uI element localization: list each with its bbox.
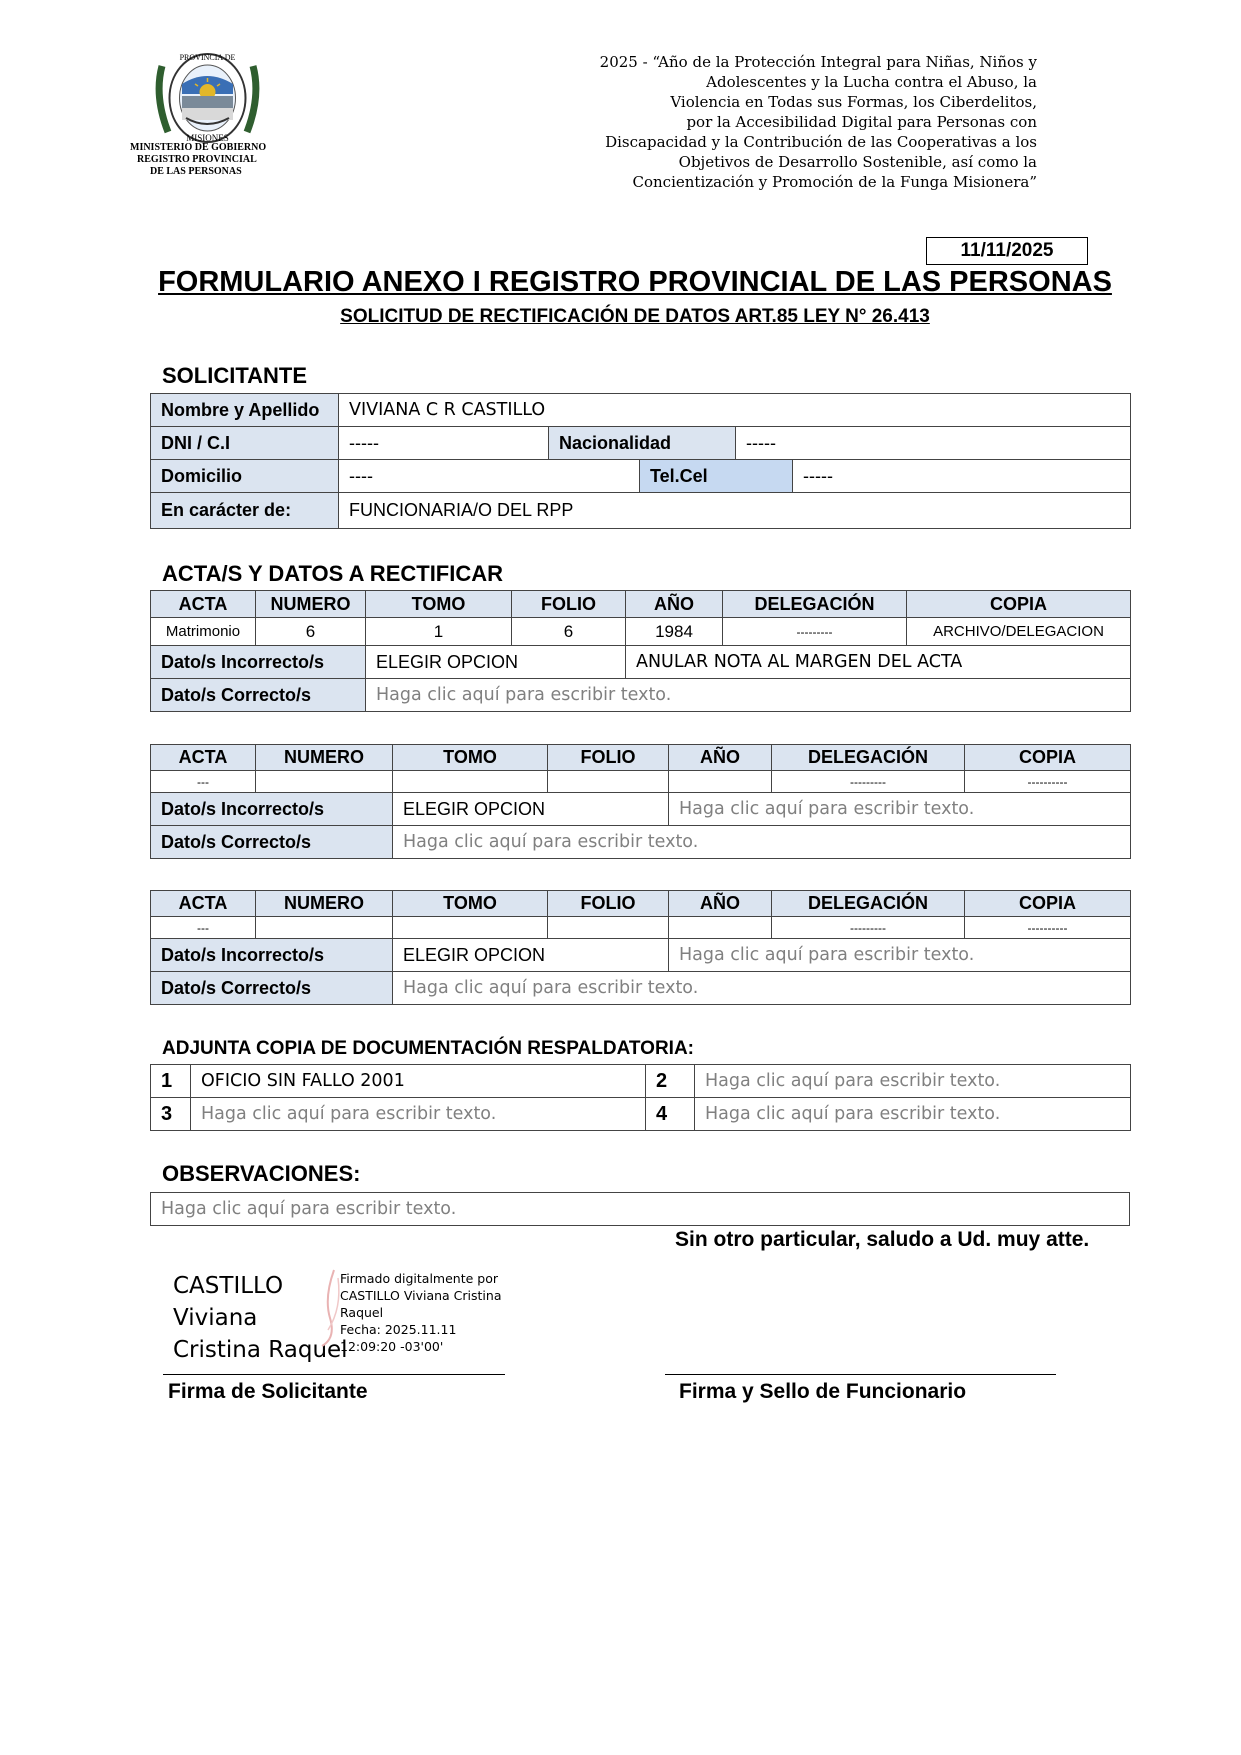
incorrect-label: Dato/s Incorrecto/s — [151, 939, 393, 972]
option-text: ELEGIR OPCION — [403, 798, 546, 819]
domicilio-label: Domicilio — [151, 460, 339, 493]
col-folio: FOLIO — [548, 745, 669, 771]
incorrect-text-field[interactable]: ANULAR NOTA AL MARGEN DEL ACTA — [626, 646, 1131, 679]
col-tomo: TOMO — [393, 745, 548, 771]
ministry-line: MINISTERIO DE GOBIERNO — [130, 142, 267, 153]
acta-field[interactable]: --- — [151, 771, 256, 793]
motto-line: Violencia en Todas sus Formas, los Ciberdelitos, — [670, 93, 1037, 111]
numero-field[interactable] — [256, 771, 393, 793]
col-folio: FOLIO — [548, 891, 669, 917]
anio-field[interactable] — [669, 771, 772, 793]
col-delegacion: DELEGACIÓN — [772, 891, 965, 917]
motto-line: Discapacidad y la Contribución de las Cooperativas a los — [605, 133, 1037, 151]
signature-name-line: Viviana — [173, 1305, 258, 1331]
incorrect-text-field[interactable]: Haga clic aquí para escribir texto. — [669, 939, 1131, 972]
funcionario-signature-line — [665, 1374, 1056, 1375]
signature-info-line: 12:09:20 -03'00' — [340, 1339, 444, 1354]
incorrect-text-field[interactable]: Haga clic aquí para escribir texto. — [669, 793, 1131, 826]
ministry-line: DE LAS PERSONAS — [150, 166, 242, 177]
province-seal-logo — [150, 46, 265, 146]
acta-block-3 — [150, 890, 1131, 1005]
folio-field[interactable] — [548, 771, 669, 793]
solicitante-signature-line — [163, 1374, 505, 1375]
option-text: ELEGIR OPCION — [376, 651, 519, 672]
acta-field[interactable]: Matrimonio — [151, 618, 256, 646]
signature-info-line: CASTILLO Viviana Cristina — [340, 1288, 502, 1303]
digital-signature-info — [340, 1270, 501, 1355]
motto-line: Adolescentes y la Lucha contra el Abuso, la — [706, 73, 1037, 91]
solicitante-signature-label: Firma de Solicitante — [168, 1380, 368, 1403]
copia-field[interactable]: ---------- — [965, 917, 1131, 939]
copia-field[interactable]: ---------- — [965, 771, 1131, 793]
doc-num: 3 — [151, 1098, 191, 1131]
caracter-label: En carácter de: — [151, 493, 339, 529]
col-numero: NUMERO — [256, 891, 393, 917]
dni-label: DNI / C.I — [151, 427, 339, 460]
anio-field[interactable]: 1984 — [626, 618, 723, 646]
col-copia: COPIA — [965, 891, 1131, 917]
folio-field[interactable]: 6 — [512, 618, 626, 646]
incorrect-label: Dato/s Incorrecto/s — [151, 646, 366, 679]
doc-field-2[interactable]: Haga clic aquí para escribir texto. — [695, 1065, 1131, 1098]
numero-field[interactable] — [256, 917, 393, 939]
folio-field[interactable] — [548, 917, 669, 939]
tomo-field[interactable]: 1 — [366, 618, 512, 646]
caracter-field[interactable]: FUNCIONARIA/O DEL RPP — [339, 493, 1131, 529]
signature-info-line: Raquel — [340, 1305, 384, 1320]
col-anio: AÑO — [669, 891, 772, 917]
acta-field[interactable]: --- — [151, 917, 256, 939]
form-subtitle: SOLICITUD DE RECTIFICACIÓN DE DATOS ART.85 LEY N° 26.413 — [340, 306, 930, 327]
nombre-field[interactable]: VIVIANA C R CASTILLO — [339, 394, 1131, 427]
anio-field[interactable] — [669, 917, 772, 939]
col-tomo: TOMO — [393, 891, 548, 917]
correct-label: Dato/s Correcto/s — [151, 826, 393, 859]
col-delegacion: DELEGACIÓN — [772, 745, 965, 771]
delegacion-field[interactable]: --------- — [772, 917, 965, 939]
correct-text-field[interactable]: Haga clic aquí para escribir texto. — [366, 679, 1131, 712]
ministry-name — [130, 142, 310, 178]
tomo-field[interactable] — [393, 917, 548, 939]
form-title: FORMULARIO ANEXO I REGISTRO PROVINCIAL DE LAS PERSONAS — [158, 266, 1112, 298]
acta-block-2 — [150, 744, 1131, 859]
tomo-field[interactable] — [393, 771, 548, 793]
observaciones-table — [150, 1192, 1130, 1226]
signature-name-line: Cristina Raquel — [173, 1337, 348, 1363]
doc-field-4[interactable]: Haga clic aquí para escribir texto. — [695, 1098, 1131, 1131]
doc-field-3[interactable]: Haga clic aquí para escribir texto. — [191, 1098, 646, 1131]
col-numero: NUMERO — [256, 591, 366, 618]
actas-heading: ACTA/S Y DATOS A RECTIFICAR — [162, 561, 504, 586]
correct-text-field[interactable]: Haga clic aquí para escribir texto. — [393, 826, 1131, 859]
closing-text: Sin otro particular, saludo a Ud. muy atte. — [675, 1228, 1090, 1251]
nacionalidad-field[interactable]: ----- — [736, 427, 1131, 460]
documentacion-table — [150, 1064, 1131, 1131]
doc-field-1[interactable]: OFICIO SIN FALLO 2001 — [191, 1065, 646, 1098]
numero-field[interactable]: 6 — [256, 618, 366, 646]
motto-line: por la Accesibilidad Digital para Personas con — [686, 113, 1037, 131]
incorrect-option-select[interactable] — [366, 646, 626, 679]
col-tomo: TOMO — [366, 591, 512, 618]
nombre-label: Nombre y Apellido — [151, 394, 339, 427]
dni-field[interactable]: ----- — [339, 427, 549, 460]
correct-text-field[interactable]: Haga clic aquí para escribir texto. — [393, 972, 1131, 1005]
col-copia: COPIA — [965, 745, 1131, 771]
col-acta: ACTA — [151, 891, 256, 917]
doc-num: 1 — [151, 1065, 191, 1098]
col-acta: ACTA — [151, 591, 256, 618]
motto-line: 2025 - “Año de la Protección Integral para Niñas, Niños y — [599, 53, 1037, 71]
domicilio-field[interactable]: ---- — [339, 460, 640, 493]
telcel-field[interactable]: ----- — [793, 460, 1131, 493]
doc-num: 2 — [646, 1065, 695, 1098]
ministry-line: REGISTRO PROVINCIAL — [137, 154, 257, 165]
svg-text:PROVINCIA DE: PROVINCIA DE — [179, 53, 236, 62]
incorrect-label: Dato/s Incorrecto/s — [151, 793, 393, 826]
acta-block-1 — [150, 590, 1131, 712]
signature-name-line: CASTILLO — [173, 1273, 284, 1299]
incorrect-option-select[interactable] — [393, 939, 669, 972]
svg-text:MISIONES: MISIONES — [186, 133, 229, 143]
funcionario-signature-label: Firma y Sello de Funcionario — [679, 1380, 967, 1403]
col-folio: FOLIO — [512, 591, 626, 618]
solicitante-heading: SOLICITANTE — [162, 363, 308, 388]
nacionalidad-label: Nacionalidad — [549, 427, 736, 460]
observaciones-heading: OBSERVACIONES: — [162, 1161, 361, 1186]
col-copia: COPIA — [907, 591, 1131, 618]
col-anio: AÑO — [626, 591, 723, 618]
signature-info-line: Fecha: 2025.11.11 — [340, 1322, 457, 1337]
observaciones-field[interactable]: Haga clic aquí para escribir texto. — [151, 1193, 1130, 1226]
motto-line: Concientización y Promoción de la Funga Misionera” — [632, 173, 1037, 191]
option-text: ELEGIR OPCION — [403, 944, 546, 965]
col-anio: AÑO — [669, 745, 772, 771]
doc-num: 4 — [646, 1098, 695, 1131]
date-field[interactable]: 11/11/2025 — [926, 237, 1088, 265]
correct-label: Dato/s Correcto/s — [151, 972, 393, 1005]
col-numero: NUMERO — [256, 745, 393, 771]
signature-info-line: Firmado digitalmente por — [340, 1271, 498, 1286]
telcel-label: Tel.Cel — [640, 460, 793, 493]
year-motto — [517, 52, 1037, 192]
incorrect-option-select[interactable] — [393, 793, 669, 826]
col-delegacion: DELEGACIÓN — [723, 591, 907, 618]
documentacion-heading: ADJUNTA COPIA DE DOCUMENTACIÓN RESPALDATORIA: — [162, 1038, 694, 1059]
solicitante-table — [150, 393, 1131, 529]
delegacion-field[interactable]: --------- — [772, 771, 965, 793]
copia-field[interactable]: ARCHIVO/DELEGACION — [907, 618, 1131, 646]
col-acta: ACTA — [151, 745, 256, 771]
correct-label: Dato/s Correcto/s — [151, 679, 366, 712]
delegacion-field[interactable]: --------- — [723, 618, 907, 646]
motto-line: Objetivos de Desarrollo Sostenible, así como la — [678, 153, 1037, 171]
